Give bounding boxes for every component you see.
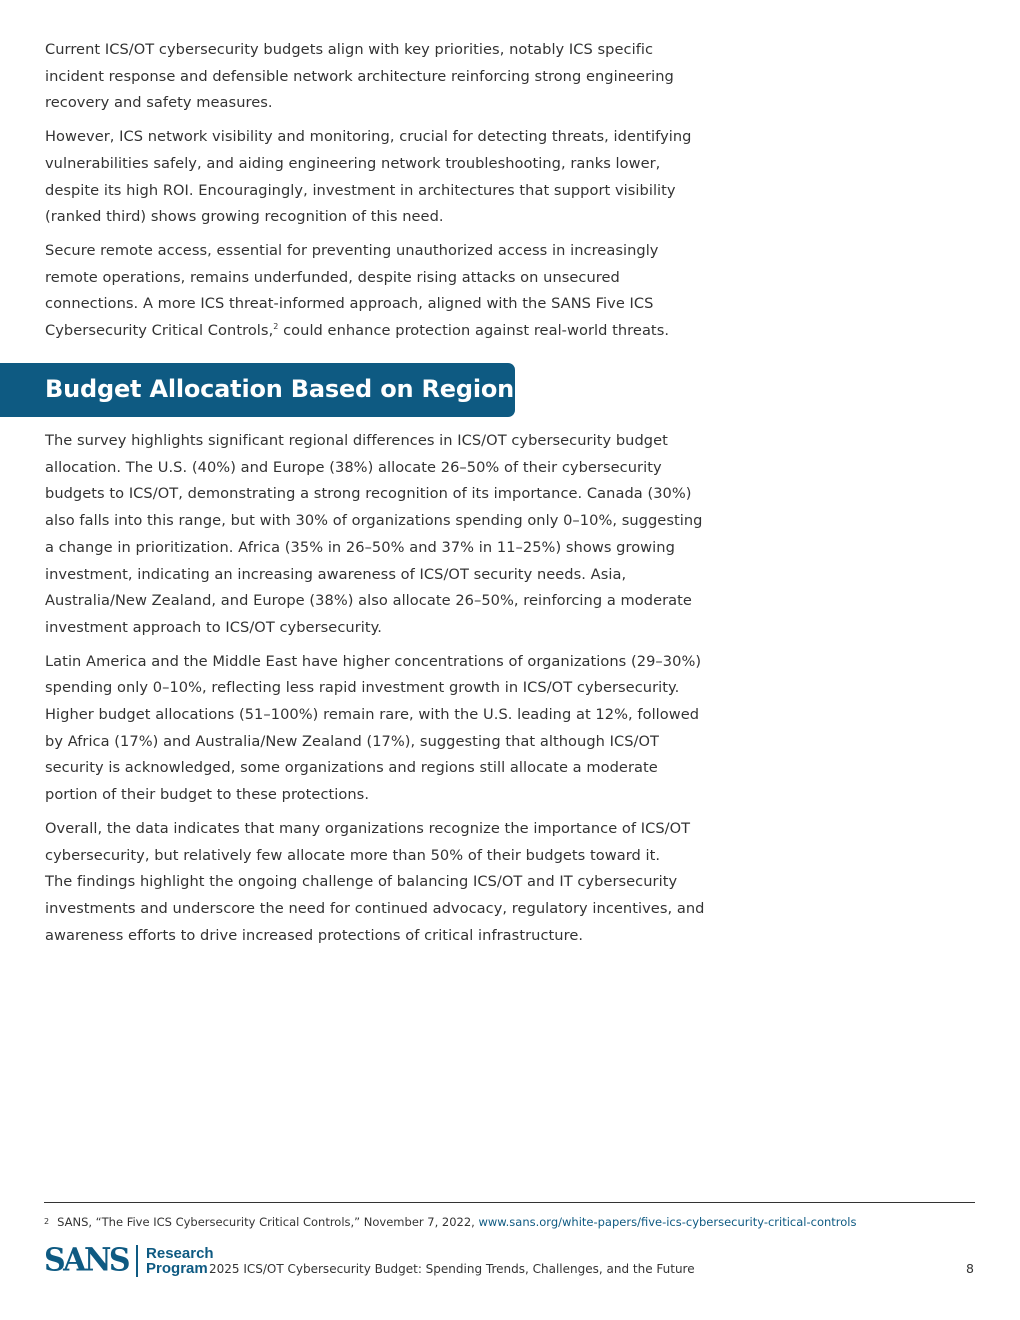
section-title: Budget Allocation Based on Region <box>45 375 515 403</box>
region-section <box>45 428 710 956</box>
intro-paragraph-2: However, ICS network visibility and monitoring, crucial for detecting threats, identifying vulnerabilities safely, and aiding engineering network troubleshooting, ranks lower, despite its high ROI. Encouragingly, investment in architectures that support visibility (ranked third) shows growing recognition of this need. <box>45 128 692 226</box>
footnote-text: SANS, “The Five ICS Cybersecurity Critical Controls,” November 7, 2022, <box>57 1215 479 1229</box>
footnote-link[interactable]: www.sans.org/white-papers/five-ics-cybersecurity-critical-controls <box>478 1215 857 1229</box>
sans-research-program-logo <box>44 1244 214 1278</box>
footnote-divider <box>44 1202 975 1203</box>
footer-document-title: 2025 ICS/OT Cybersecurity Budget: Spending Trends, Challenges, and the Future <box>209 1262 695 1276</box>
logo-line-2: Program <box>146 1260 208 1277</box>
intro-paragraph-1: Current ICS/OT cybersecurity budgets align with key priorities, notably ICS specific incident response and defensible network architecture reinforcing strong engineering recovery and safety measures. <box>45 41 674 112</box>
section-banner <box>0 363 515 417</box>
intro-paragraph-3 <box>45 238 710 345</box>
intro-section <box>45 37 710 345</box>
intro-paragraph-3-text: Secure remote access, essential for preventing unauthorized access in increasingly remote operations, remains underfunded, despite rising attacks on unsecured connections. A more ICS threat-informed approach, aligned with the SANS Five ICS Cybersecurity Critical Controls, <box>45 241 659 340</box>
region-paragraph-4: The findings highlight the ongoing challenge of balancing ICS/OT and IT cybersecurity investments and underscore the need for continued advocacy, regulatory incentives, and awareness efforts to drive increased protections of critical infrastructure. <box>45 873 705 944</box>
footnote-reference[interactable]: 2 <box>273 322 279 332</box>
region-paragraph-3: Overall, the data indicates that many organizations recognize the importance of ICS/OT cybersecurity, but relatively few allocate more than 50% of their budgets toward it. <box>45 819 691 864</box>
logo-brand: SANS <box>44 1242 129 1279</box>
footnote <box>44 1213 857 1231</box>
logo-divider <box>136 1245 138 1277</box>
region-paragraph-1: The survey highlights significant regional differences in ICS/OT cybersecurity budget allocation. The U.S. (40%) and Europe (38%) allocate 26–50% of their cybersecurity budgets to ICS/OT, demonstrating a strong recognition of its importance. Canada (30%) also falls into this range, but with 30% of organizations spending only 0–10%, suggesting a change in prioritization. Africa (35% in 26–50% and 37% in 11–25%) shows growing investment, indicating an increasing awareness of ICS/OT security needs. Asia, Australia/New Zealand, and Europe (38%) also allocate 26–50%, reinforcing a moderate investment approach to ICS/OT cybersecurity. <box>45 432 703 636</box>
logo-line-1: Research <box>146 1245 214 1262</box>
footnote-mark: 2 <box>44 1217 50 1226</box>
logo-text <box>146 1246 214 1276</box>
intro-paragraph-3-text-end: could enhance protection against real-world threats. <box>278 322 670 340</box>
page-number: 8 <box>966 1261 974 1276</box>
region-paragraph-2: Latin America and the Middle East have higher concentrations of organizations (29–30%) spending only 0–10%, reflecting less rapid investment growth in ICS/OT cybersecurity. Higher budget allocations (51–100%) remain rare, with the U.S. leading at 12%, followed by Africa (17%) and Australia/New Zealand (17%), suggesting that although ICS/OT security is acknowledged, some organizations and regions still allocate a moderate portion of their budget to these protections. <box>45 652 702 804</box>
